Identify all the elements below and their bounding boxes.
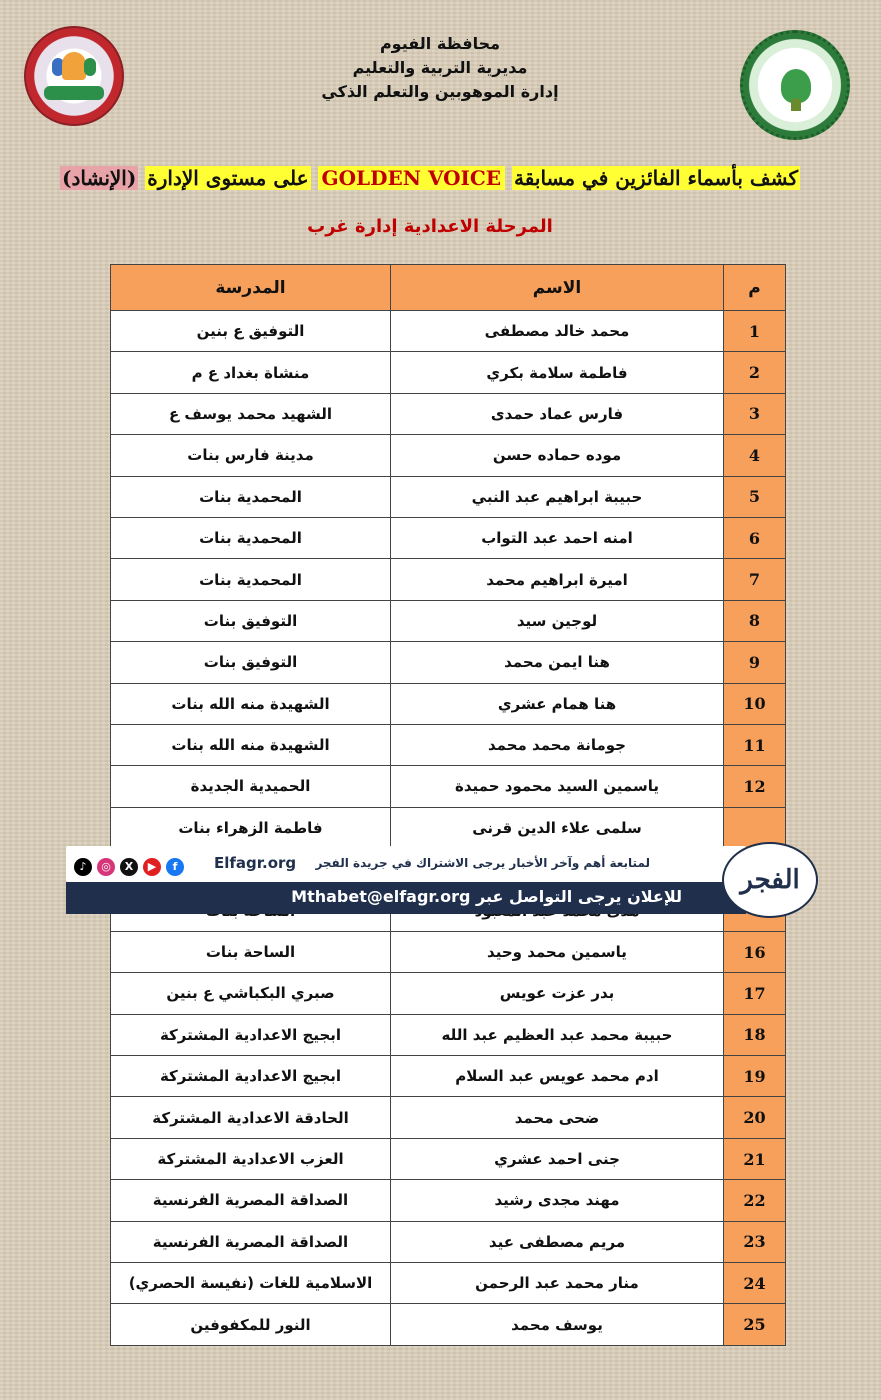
cell-num: 4	[724, 435, 786, 476]
winners-table	[110, 264, 786, 1346]
cell-num: 2	[724, 352, 786, 393]
cell-school: فاطمة الزهراء بنات	[111, 807, 391, 848]
banner-follow-bar	[66, 846, 746, 882]
cell-name: هنا ايمن محمد	[391, 642, 724, 683]
instagram-icon[interactable]: ◎	[97, 858, 115, 876]
cell-name: هنا همام عشري	[391, 683, 724, 724]
table-row	[111, 1097, 786, 1138]
cell-school: صبري البكباشي ع بنين	[111, 973, 391, 1014]
cell-num: 21	[724, 1138, 786, 1179]
cell-school: منشاة بغداد ع م	[111, 352, 391, 393]
table-row	[111, 642, 786, 683]
cell-name: جنى احمد عشري	[391, 1138, 724, 1179]
banner-follow-text: لمتابعة أهم وآخر الأخبار يرجى الاشتراك في جريدة الفجر	[315, 856, 650, 870]
cell-num: 1	[724, 311, 786, 352]
table-row	[111, 766, 786, 807]
title-category: (الإنشاد)	[62, 166, 137, 190]
cell-num: 17	[724, 973, 786, 1014]
cell-name: مهند مجدى رشيد	[391, 1180, 724, 1221]
cell-num: 5	[724, 476, 786, 517]
table-row	[111, 1056, 786, 1097]
facebook-icon[interactable]: f	[166, 858, 184, 876]
fayoum-education-logo-right	[740, 30, 850, 140]
table-row	[111, 311, 786, 352]
logo-trunk	[791, 99, 801, 111]
elfagr-logo[interactable]: الفجر	[722, 842, 818, 918]
table-body	[111, 311, 786, 1346]
table-row	[111, 1221, 786, 1262]
document-title	[30, 163, 830, 193]
table-header-row	[111, 265, 786, 311]
table-row	[111, 352, 786, 393]
x-icon[interactable]: X	[120, 858, 138, 876]
table-row	[111, 1180, 786, 1221]
cell-school: النور للمكفوفين	[111, 1304, 391, 1345]
cell-num: 16	[724, 931, 786, 972]
cell-num: 10	[724, 683, 786, 724]
cell-num: 18	[724, 1014, 786, 1055]
cell-name: جومانة محمد محمد	[391, 724, 724, 765]
table-row	[111, 1304, 786, 1345]
table-row	[111, 600, 786, 641]
cell-school: الشهيد محمد يوسف ع	[111, 393, 391, 434]
logo-figure-green	[84, 58, 96, 76]
cell-school: الصداقة المصرية الفرنسية	[111, 1221, 391, 1262]
table-row	[111, 683, 786, 724]
tiktok-icon[interactable]: ♪	[74, 858, 92, 876]
cell-num: 12	[724, 766, 786, 807]
cell-school: الساحة بنات	[111, 931, 391, 972]
table-row	[111, 724, 786, 765]
logo-ribbon	[44, 86, 104, 100]
cell-school: المحمدية بنات	[111, 559, 391, 600]
table-row	[111, 393, 786, 434]
table-row	[111, 1262, 786, 1303]
cell-num: 24	[724, 1262, 786, 1303]
cell-school: المحمدية بنات	[111, 476, 391, 517]
cell-school: الاسلامية للغات (نفيسة الحصري)	[111, 1262, 391, 1303]
cell-name: امنه احمد عبد التواب	[391, 517, 724, 558]
document-header	[300, 32, 580, 104]
cell-school: الصداقة المصرية الفرنسية	[111, 1180, 391, 1221]
cell-school: التوفيق بنات	[111, 642, 391, 683]
cell-name: لوجين سيد	[391, 600, 724, 641]
cell-school: الشهيدة منه الله بنات	[111, 683, 391, 724]
cell-name: حبيبة ابراهيم عبد النبي	[391, 476, 724, 517]
cell-name: محمد خالد مصطفى	[391, 311, 724, 352]
cell-name: فارس عماد حمدى	[391, 393, 724, 434]
cell-name: فاطمة سلامة بكري	[391, 352, 724, 393]
banner-ads-text: للإعلان يرجى التواصل عبر Mthabet@elfagr.org	[291, 887, 682, 906]
table-row	[111, 517, 786, 558]
cell-name: بدر عزت عويس	[391, 973, 724, 1014]
logo-figure-orange	[62, 52, 86, 80]
cell-name: ضحى محمد	[391, 1097, 724, 1138]
cell-name: ادم محمد عويس عبد السلام	[391, 1056, 724, 1097]
cell-school: ابجيج الاعدادية المشتركة	[111, 1014, 391, 1055]
cell-school: التوفيق بنات	[111, 600, 391, 641]
cell-num: 8	[724, 600, 786, 641]
title-part1: كشف بأسماء الفائزين في مسابقة	[514, 166, 798, 190]
cell-name: مريم مصطفى عيد	[391, 1221, 724, 1262]
cell-name: حبيبة محمد عبد العظيم عبد الله	[391, 1014, 724, 1055]
cell-name: ياسمين محمد وحيد	[391, 931, 724, 972]
cell-num: 7	[724, 559, 786, 600]
cell-school: مدينة فارس بنات	[111, 435, 391, 476]
title-competition: GOLDEN VOICE	[318, 166, 506, 190]
cell-school: ابجيج الاعدادية المشتركة	[111, 1056, 391, 1097]
title-part2: على مستوى الإدارة	[147, 166, 309, 190]
cell-num: 19	[724, 1056, 786, 1097]
cell-school: الحادقة الاعدادية المشتركة	[111, 1097, 391, 1138]
cell-num: 23	[724, 1221, 786, 1262]
cell-school: التوفيق ع بنين	[111, 311, 391, 352]
banner-site-link[interactable]: Elfagr.org	[214, 854, 297, 872]
cell-name: موده حماده حسن	[391, 435, 724, 476]
table-row	[111, 476, 786, 517]
cell-num: 11	[724, 724, 786, 765]
cell-school: المحمدية بنات	[111, 517, 391, 558]
cell-num: 22	[724, 1180, 786, 1221]
cell-name: يوسف محمد	[391, 1304, 724, 1345]
banner-ads-bar	[66, 882, 746, 914]
table-row	[111, 1138, 786, 1179]
cell-name: سلمى علاء الدين قرنى	[391, 807, 724, 848]
cell-school: الحميدية الجديدة	[111, 766, 391, 807]
header-num: م	[724, 265, 786, 311]
header-school: المدرسة	[111, 265, 391, 311]
cell-num: 3	[724, 393, 786, 434]
cell-school: الشهيدة منه الله بنات	[111, 724, 391, 765]
cell-num: 20	[724, 1097, 786, 1138]
cell-name: اميرة ابراهيم محمد	[391, 559, 724, 600]
cell-school: العزب الاعدادية المشتركة	[111, 1138, 391, 1179]
header-directorate: مديرية التربية والتعليم	[352, 58, 528, 77]
header-governorate: محافظة الفيوم	[379, 34, 501, 53]
table-row	[111, 1014, 786, 1055]
document-subtitle: المرحلة الاعدادية إدارة غرب	[307, 216, 553, 237]
cell-num: 9	[724, 642, 786, 683]
cell-name: ياسمين السيد محمود حميدة	[391, 766, 724, 807]
cell-num: 6	[724, 517, 786, 558]
table-row	[111, 435, 786, 476]
header-department: إدارة الموهوبين والتعلم الذكي	[321, 82, 559, 101]
header-name: الاسم	[391, 265, 724, 311]
cell-name: منار محمد عبد الرحمن	[391, 1262, 724, 1303]
youtube-icon[interactable]: ▶	[143, 858, 161, 876]
table-row	[111, 973, 786, 1014]
table-row	[111, 559, 786, 600]
logo-tree	[781, 69, 811, 103]
social-icons	[74, 855, 189, 876]
table-row	[111, 931, 786, 972]
news-banner-overlay	[66, 842, 814, 914]
education-directorate-logo-left	[24, 26, 124, 126]
cell-num: 25	[724, 1304, 786, 1345]
